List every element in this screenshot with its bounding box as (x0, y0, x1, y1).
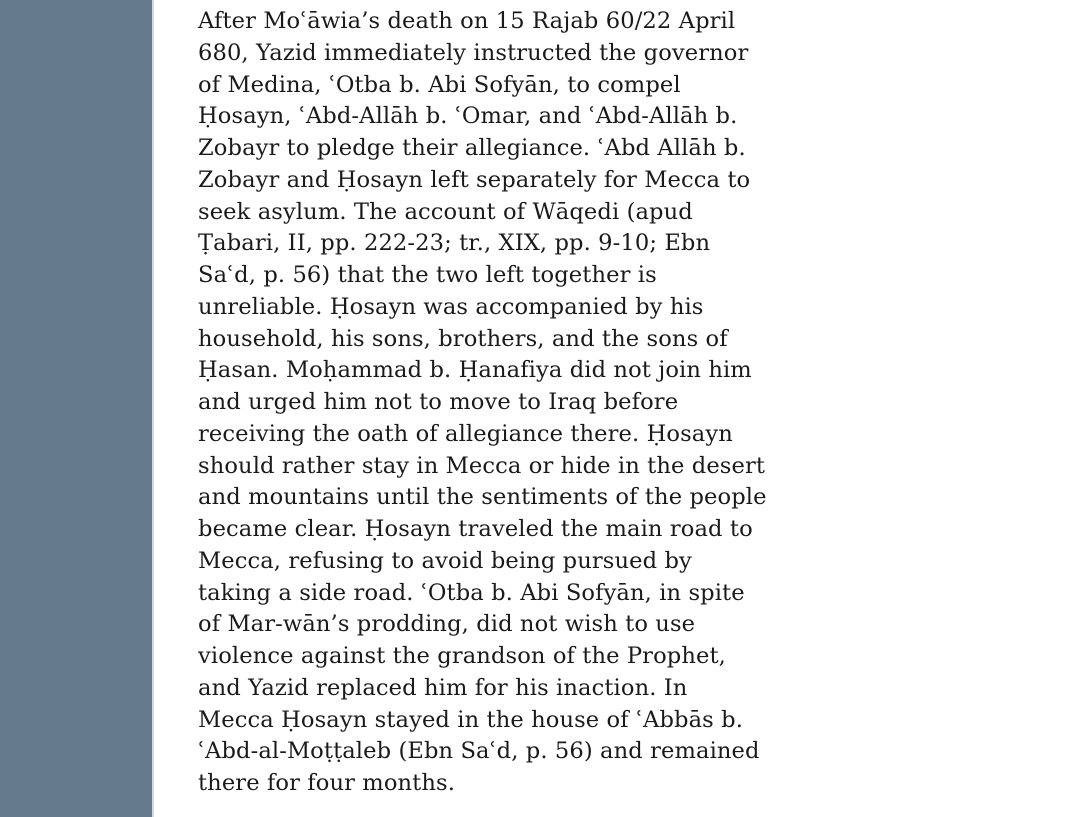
article-content-area (154, 0, 1080, 817)
article-paragraph: After Moʿāwia’s death on 15 Rajab 60/22 April 680, Yazid immediately instructed the governor of Medina, ʿOtba b. Abi Sofyān, to compel Ḥosayn, ʿAbd-Allāh b. ʿOmar, and ʿAbd-Allāh b. Zobayr to pledge their allegiance. ʿAbd Allāh b. Zobayr and Ḥosayn left separately for Mecca to seek asylum. The account of Wāqedi (apud Ṭabari, II, pp. 222-23; tr., XIX, pp. 9-10; Ebn Saʿd, p. 56) that the two left together is unreliable. Ḥosayn was accompanied by his household, his sons, brothers, and the sons of Ḥasan. Moḥammad b. Ḥanafiya did not join him and urged him not to move to Iraq before receiving the oath of allegiance there. Ḥosayn should rather stay in Mecca or hide in the desert and mountains until the sentiments of the people became clear. Ḥosayn traveled the main road to Mecca, refusing to avoid being pursued by taking a side road. ʿOtba b. Abi Sofyān, in spite of Mar-wān’s prodding, did not wish to use violence against the grandson of the Prophet, and Yazid replaced him for his inaction. In Mecca Ḥosayn stayed in the house of ʿAbbās b. ʿAbd-al-Moṭṭaleb (Ebn Saʿd, p. 56) and remained there for four months. (198, 8, 767, 796)
left-sidebar-panel (0, 0, 154, 817)
